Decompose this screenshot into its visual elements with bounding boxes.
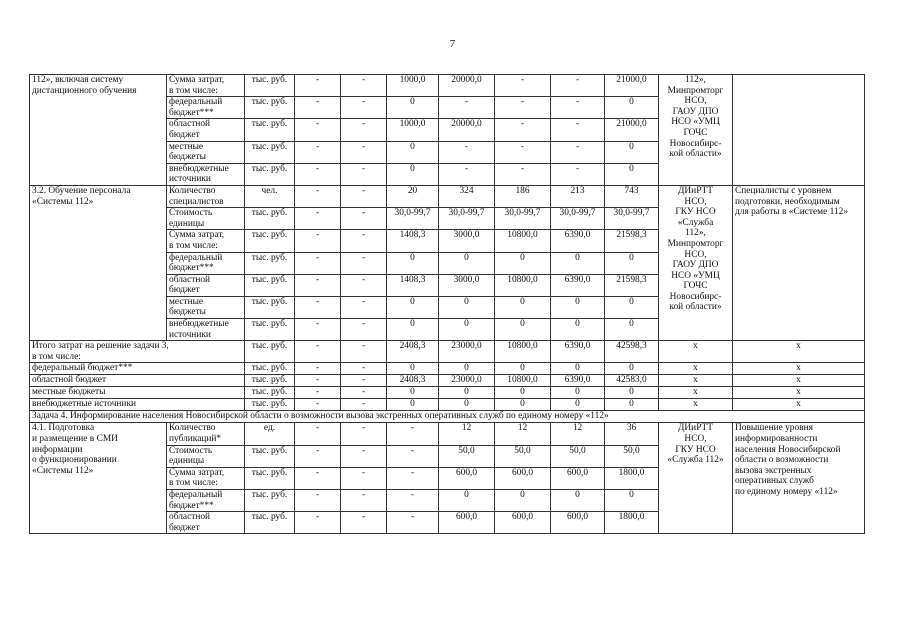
value-cell: 30,0-99,7: [495, 208, 551, 230]
unit-cell: ед.: [245, 423, 295, 445]
value-cell: -: [439, 163, 495, 185]
indicator-cell: федеральный бюджет***: [167, 490, 245, 512]
value-cell: -: [551, 75, 605, 97]
executor-cell: x: [659, 387, 733, 399]
value-cell: 0: [439, 296, 495, 318]
value-cell: -: [295, 119, 341, 141]
value-cell: 0: [495, 296, 551, 318]
value-cell: 0: [387, 252, 439, 274]
value-cell: 30,0-99,7: [387, 208, 439, 230]
table-row: [30, 341, 865, 363]
value-cell: -: [295, 230, 341, 252]
value-cell: -: [495, 119, 551, 141]
unit-cell: тыс. руб.: [245, 230, 295, 252]
value-cell: 0: [387, 363, 439, 375]
total-label: областной бюджет: [30, 375, 245, 387]
value-cell: 0: [551, 387, 605, 399]
value-cell: 0: [605, 252, 659, 274]
value-cell: -: [439, 141, 495, 163]
value-cell: -: [439, 97, 495, 119]
value-cell: -: [295, 363, 341, 375]
indicator-cell: Количество публикаций*: [167, 423, 245, 445]
value-cell: 0: [551, 252, 605, 274]
unit-cell: чел.: [245, 185, 295, 207]
unit-cell: тыс. руб.: [245, 163, 295, 185]
value-cell: 50,0: [605, 445, 659, 467]
executor-cell: ДИиРТТ НСО, ГКУ НСО «Служба 112»: [659, 423, 733, 534]
value-cell: 0: [495, 319, 551, 341]
value-cell: -: [341, 363, 387, 375]
value-cell: 0: [605, 363, 659, 375]
value-cell: 2408,3: [387, 341, 439, 363]
result-cell: Повышение уровня информированности населения Новосибирской области о возможности вызова экстренных оперативных служб по единому номеру «112»: [733, 423, 865, 534]
unit-cell: тыс. руб.: [245, 75, 295, 97]
result-cell: x: [733, 387, 865, 399]
value-cell: 0: [495, 490, 551, 512]
unit-cell: тыс. руб.: [245, 399, 295, 411]
value-cell: 12: [551, 423, 605, 445]
indicator-cell: Количество специалистов: [167, 185, 245, 207]
result-cell: x: [733, 341, 865, 363]
program-measures-table: [29, 74, 865, 534]
value-cell: 0: [495, 387, 551, 399]
measure-name: 4.1. Подготовка и размещение в СМИ информации о функционировании «Системы 112»: [30, 423, 167, 534]
result-cell: x: [733, 363, 865, 375]
executor-cell: ДИиРТТ НСО, ГКУ НСО «Служба 112», Минпромторг НСО, ГАОУ ДПО НСО «УМЦ ГОЧС Новосибирс- кой области»: [659, 185, 733, 340]
table-row: [30, 411, 865, 423]
value-cell: -: [341, 119, 387, 141]
value-cell: 30,0-99,7: [605, 208, 659, 230]
value-cell: 30,0-99,7: [439, 208, 495, 230]
value-cell: -: [295, 296, 341, 318]
indicator-cell: областной бюджет: [167, 119, 245, 141]
table-row: [30, 185, 865, 207]
value-cell: -: [551, 97, 605, 119]
value-cell: -: [341, 141, 387, 163]
executor-cell: x: [659, 399, 733, 411]
indicator-cell: Сумма затрат, в том числе:: [167, 230, 245, 252]
value-cell: 1000,0: [387, 119, 439, 141]
value-cell: -: [387, 423, 439, 445]
value-cell: 0: [551, 490, 605, 512]
unit-cell: тыс. руб.: [245, 341, 295, 363]
result-cell: [733, 75, 865, 186]
indicator-cell: федеральный бюджет***: [167, 252, 245, 274]
unit-cell: тыс. руб.: [245, 119, 295, 141]
value-cell: 600,0: [551, 467, 605, 489]
value-cell: 0: [605, 319, 659, 341]
value-cell: 21598,3: [605, 230, 659, 252]
unit-cell: тыс. руб.: [245, 319, 295, 341]
value-cell: 20: [387, 185, 439, 207]
value-cell: 600,0: [551, 512, 605, 534]
total-label: Итого затрат на решение задачи 3, в том числе:: [30, 341, 245, 363]
value-cell: 1800,0: [605, 512, 659, 534]
total-label: местные бюджеты: [30, 387, 245, 399]
table-row: [30, 399, 865, 411]
result-cell: x: [733, 399, 865, 411]
value-cell: -: [295, 512, 341, 534]
unit-cell: тыс. руб.: [245, 296, 295, 318]
value-cell: -: [295, 274, 341, 296]
value-cell: 0: [439, 319, 495, 341]
value-cell: 0: [387, 399, 439, 411]
value-cell: 50,0: [495, 445, 551, 467]
executor-cell: 112», Минпромторг НСО, ГАОУ ДПО НСО «УМЦ ГОЧС Новосибирс- кой области»: [659, 75, 733, 186]
value-cell: -: [551, 163, 605, 185]
value-cell: -: [341, 445, 387, 467]
unit-cell: тыс. руб.: [245, 467, 295, 489]
value-cell: -: [341, 296, 387, 318]
value-cell: 186: [495, 185, 551, 207]
value-cell: 20000,0: [439, 119, 495, 141]
indicator-cell: Сумма затрат, в том числе:: [167, 75, 245, 97]
value-cell: 0: [495, 252, 551, 274]
indicator-cell: Стоимость единицы: [167, 208, 245, 230]
value-cell: -: [295, 319, 341, 341]
value-cell: 0: [605, 296, 659, 318]
value-cell: -: [295, 185, 341, 207]
value-cell: 0: [387, 97, 439, 119]
unit-cell: тыс. руб.: [245, 490, 295, 512]
value-cell: -: [341, 399, 387, 411]
value-cell: 0: [387, 319, 439, 341]
value-cell: -: [295, 341, 341, 363]
value-cell: -: [387, 490, 439, 512]
unit-cell: тыс. руб.: [245, 141, 295, 163]
value-cell: -: [341, 185, 387, 207]
value-cell: -: [387, 512, 439, 534]
indicator-cell: областной бюджет: [167, 512, 245, 534]
value-cell: -: [341, 75, 387, 97]
value-cell: 1800,0: [605, 467, 659, 489]
value-cell: -: [295, 445, 341, 467]
measure-name: 3.2. Обучение персонала «Системы 112»: [30, 185, 167, 340]
table-body: [30, 75, 865, 534]
value-cell: 1000,0: [387, 75, 439, 97]
value-cell: 0: [605, 141, 659, 163]
value-cell: 0: [551, 363, 605, 375]
unit-cell: тыс. руб.: [245, 274, 295, 296]
value-cell: 743: [605, 185, 659, 207]
value-cell: -: [341, 387, 387, 399]
value-cell: 10800,0: [495, 230, 551, 252]
value-cell: 0: [387, 296, 439, 318]
value-cell: 0: [551, 399, 605, 411]
value-cell: 213: [551, 185, 605, 207]
indicator-cell: Сумма затрат, в том числе:: [167, 467, 245, 489]
indicator-cell: внебюджетные источники: [167, 319, 245, 341]
unit-cell: тыс. руб.: [245, 208, 295, 230]
value-cell: -: [295, 252, 341, 274]
value-cell: 6390,0: [551, 230, 605, 252]
value-cell: 0: [605, 387, 659, 399]
value-cell: 1408,3: [387, 230, 439, 252]
indicator-cell: местные бюджеты: [167, 296, 245, 318]
unit-cell: тыс. руб.: [245, 512, 295, 534]
value-cell: 6390,0: [551, 341, 605, 363]
value-cell: -: [341, 341, 387, 363]
value-cell: 1408,3: [387, 274, 439, 296]
value-cell: -: [495, 163, 551, 185]
value-cell: 600,0: [439, 467, 495, 489]
value-cell: -: [295, 399, 341, 411]
value-cell: -: [341, 467, 387, 489]
value-cell: 42583,0: [605, 375, 659, 387]
value-cell: -: [551, 141, 605, 163]
value-cell: 600,0: [495, 467, 551, 489]
value-cell: -: [295, 208, 341, 230]
indicator-cell: Стоимость единицы: [167, 445, 245, 467]
value-cell: -: [495, 75, 551, 97]
value-cell: 0: [495, 399, 551, 411]
value-cell: -: [295, 75, 341, 97]
value-cell: -: [295, 141, 341, 163]
table-row: [30, 363, 865, 375]
value-cell: 0: [551, 319, 605, 341]
value-cell: 3000,0: [439, 274, 495, 296]
value-cell: -: [295, 423, 341, 445]
value-cell: -: [341, 252, 387, 274]
value-cell: 42598,3: [605, 341, 659, 363]
value-cell: 23000,0: [439, 375, 495, 387]
value-cell: -: [495, 141, 551, 163]
value-cell: 3000,0: [439, 230, 495, 252]
value-cell: 2408,3: [387, 375, 439, 387]
value-cell: 50,0: [551, 445, 605, 467]
result-cell: x: [733, 375, 865, 387]
table-row: [30, 75, 865, 97]
value-cell: 0: [495, 363, 551, 375]
value-cell: -: [341, 319, 387, 341]
value-cell: 21598,3: [605, 274, 659, 296]
value-cell: 0: [387, 387, 439, 399]
indicator-cell: внебюджетные источники: [167, 163, 245, 185]
value-cell: -: [295, 387, 341, 399]
table-row: [30, 387, 865, 399]
value-cell: -: [341, 512, 387, 534]
value-cell: -: [295, 375, 341, 387]
value-cell: -: [295, 97, 341, 119]
value-cell: 21000,0: [605, 75, 659, 97]
value-cell: 6390,0: [551, 375, 605, 387]
value-cell: -: [295, 490, 341, 512]
value-cell: 0: [439, 387, 495, 399]
value-cell: -: [341, 230, 387, 252]
value-cell: 0: [439, 490, 495, 512]
value-cell: 30,0-99,7: [551, 208, 605, 230]
value-cell: 36: [605, 423, 659, 445]
total-label: федеральный бюджет***: [30, 363, 245, 375]
value-cell: 0: [439, 399, 495, 411]
value-cell: 21000,0: [605, 119, 659, 141]
value-cell: -: [551, 119, 605, 141]
value-cell: -: [341, 208, 387, 230]
value-cell: -: [295, 163, 341, 185]
table-row: [30, 423, 865, 445]
result-cell: Специалисты с уровнем подготовки, необходимым для работы в «Системе 112»: [733, 185, 865, 340]
measure-name: 112», включая систему дистанционного обучения: [30, 75, 167, 186]
task-heading: Задача 4. Информирование населения Новосибирской области о возможности вызова экстренных оперативных служб по единому номеру «112»: [30, 411, 865, 423]
value-cell: 10800,0: [495, 274, 551, 296]
unit-cell: тыс. руб.: [245, 363, 295, 375]
value-cell: 0: [605, 163, 659, 185]
unit-cell: тыс. руб.: [245, 97, 295, 119]
value-cell: 0: [387, 141, 439, 163]
value-cell: 0: [551, 296, 605, 318]
value-cell: -: [341, 97, 387, 119]
value-cell: 23000,0: [439, 341, 495, 363]
executor-cell: x: [659, 363, 733, 375]
value-cell: 0: [439, 252, 495, 274]
value-cell: 600,0: [439, 512, 495, 534]
value-cell: 0: [605, 97, 659, 119]
unit-cell: тыс. руб.: [245, 252, 295, 274]
value-cell: -: [341, 163, 387, 185]
value-cell: -: [341, 375, 387, 387]
table-row: [30, 375, 865, 387]
value-cell: -: [495, 97, 551, 119]
value-cell: 10800,0: [495, 341, 551, 363]
value-cell: 0: [605, 399, 659, 411]
value-cell: 20000,0: [439, 75, 495, 97]
value-cell: 12: [495, 423, 551, 445]
indicator-cell: федеральный бюджет***: [167, 97, 245, 119]
value-cell: 0: [605, 490, 659, 512]
value-cell: 12: [439, 423, 495, 445]
unit-cell: тыс. руб.: [245, 375, 295, 387]
indicator-cell: областной бюджет: [167, 274, 245, 296]
indicator-cell: местные бюджеты: [167, 141, 245, 163]
unit-cell: тыс. руб.: [245, 445, 295, 467]
value-cell: -: [387, 467, 439, 489]
value-cell: 6390,0: [551, 274, 605, 296]
value-cell: -: [295, 467, 341, 489]
value-cell: 10800,0: [495, 375, 551, 387]
value-cell: -: [341, 423, 387, 445]
value-cell: 324: [439, 185, 495, 207]
page-number: 7: [449, 38, 456, 50]
value-cell: 50,0: [439, 445, 495, 467]
total-label: внебюджетные источники: [30, 399, 245, 411]
executor-cell: x: [659, 341, 733, 363]
value-cell: 0: [439, 363, 495, 375]
value-cell: -: [387, 445, 439, 467]
value-cell: -: [341, 274, 387, 296]
value-cell: 600,0: [495, 512, 551, 534]
unit-cell: тыс. руб.: [245, 387, 295, 399]
executor-cell: x: [659, 375, 733, 387]
value-cell: -: [341, 490, 387, 512]
value-cell: 0: [387, 163, 439, 185]
